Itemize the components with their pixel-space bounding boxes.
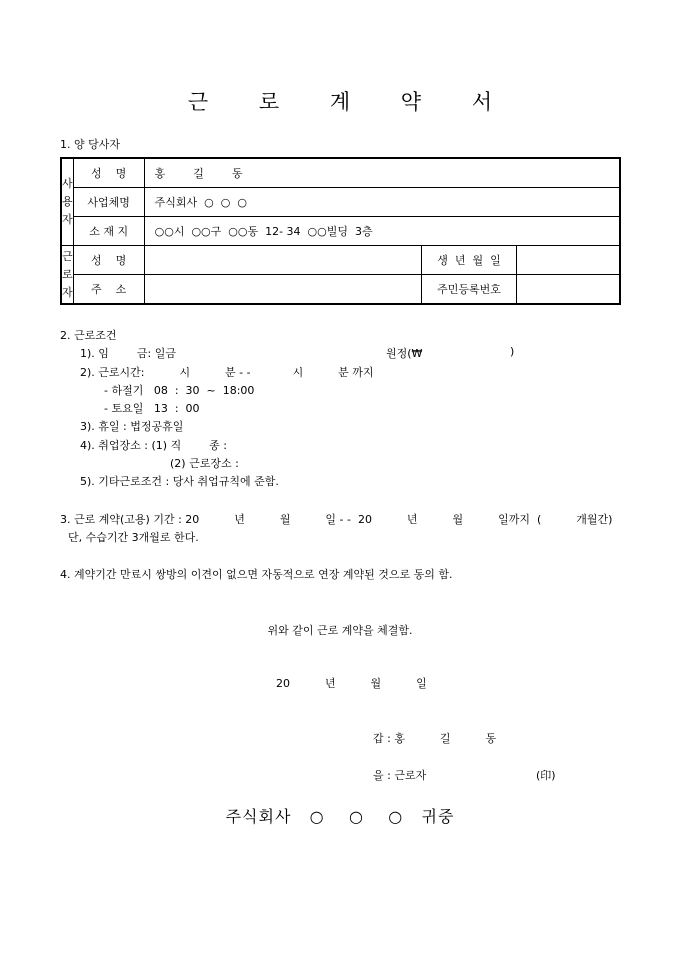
section1-heading: 1. 양 당사자 — [60, 138, 120, 151]
location-value[interactable]: ○○시 ○○구 ○○동 12- 34 ○○빌딩 3층 — [144, 217, 620, 246]
signing-date: 20 년 월 일 — [276, 677, 427, 690]
rrn-label: 주민등록번호 — [422, 275, 517, 305]
birth-label: 생 년 월 일 — [422, 246, 517, 275]
contract-period-line: 3. 근로 계약(고용) 기간 : 20 년 월 일 - - 20 년 월 일까지 ( 개월간) — [60, 513, 613, 526]
employer-name-value[interactable]: 홍 길 동 — [144, 158, 620, 188]
parties-table — [60, 157, 621, 305]
location-label: 소 재 지 — [73, 217, 144, 246]
probation-line: 단, 수습기간 3개월로 한다. — [68, 531, 199, 544]
employer-name-label: 성 명 — [73, 158, 144, 188]
workplace-line-2: (2) 근로장소 : — [170, 457, 239, 470]
other-conditions-line: 5). 기타근로조건 : 당사 취업규칙에 준함. — [80, 475, 279, 488]
address-value[interactable] — [144, 275, 421, 305]
section2-heading: 2. 근로조건 — [60, 329, 117, 342]
address-label: 주 소 — [73, 275, 144, 305]
employer-side-label: 사 용 자 — [61, 158, 73, 246]
worker-side-label: 근 로 자 — [61, 246, 73, 305]
addressee-line: 주식회사 ○ ○ ○ 귀중 — [225, 807, 455, 826]
holiday-line: 3). 휴일 : 법정공휴일 — [80, 420, 184, 433]
wage-line: 1). 임 금: 일금 — [80, 347, 176, 360]
worker-name-value[interactable] — [144, 246, 421, 275]
summer-hours: - 하절기 08 : 30 ~ 18:00 — [104, 384, 255, 397]
renewal-clause: 4. 계약기간 만료시 쌍방의 이견이 없으면 자동적으로 연장 계약된 것으로 동의 함. — [60, 568, 453, 581]
wage-close: ) — [510, 345, 515, 358]
seal-mark: (印) — [536, 769, 556, 782]
wage-currency: 원정(₩ — [386, 347, 423, 360]
birth-value[interactable] — [517, 246, 621, 275]
agreement-statement: 위와 같이 근로 계약을 체결함. — [267, 624, 413, 637]
document-title: 근 로 계 약 서 — [187, 90, 515, 114]
hours-line: 2). 근로시간: 시 분 - - 시 분 까지 — [80, 366, 374, 379]
party-b-line: 을 : 근로자 — [373, 769, 427, 782]
worker-name-label: 성 명 — [73, 246, 144, 275]
workplace-line-1: 4). 취업장소 : (1) 직 종 : — [80, 439, 227, 452]
saturday-hours: - 토요일 13 : 00 — [104, 402, 200, 415]
party-a-line: 갑 : 홍 길 동 — [373, 732, 497, 745]
company-label: 사업체명 — [73, 188, 144, 217]
rrn-value[interactable] — [517, 275, 621, 305]
company-value[interactable]: 주식회사 ○ ○ ○ — [144, 188, 620, 217]
